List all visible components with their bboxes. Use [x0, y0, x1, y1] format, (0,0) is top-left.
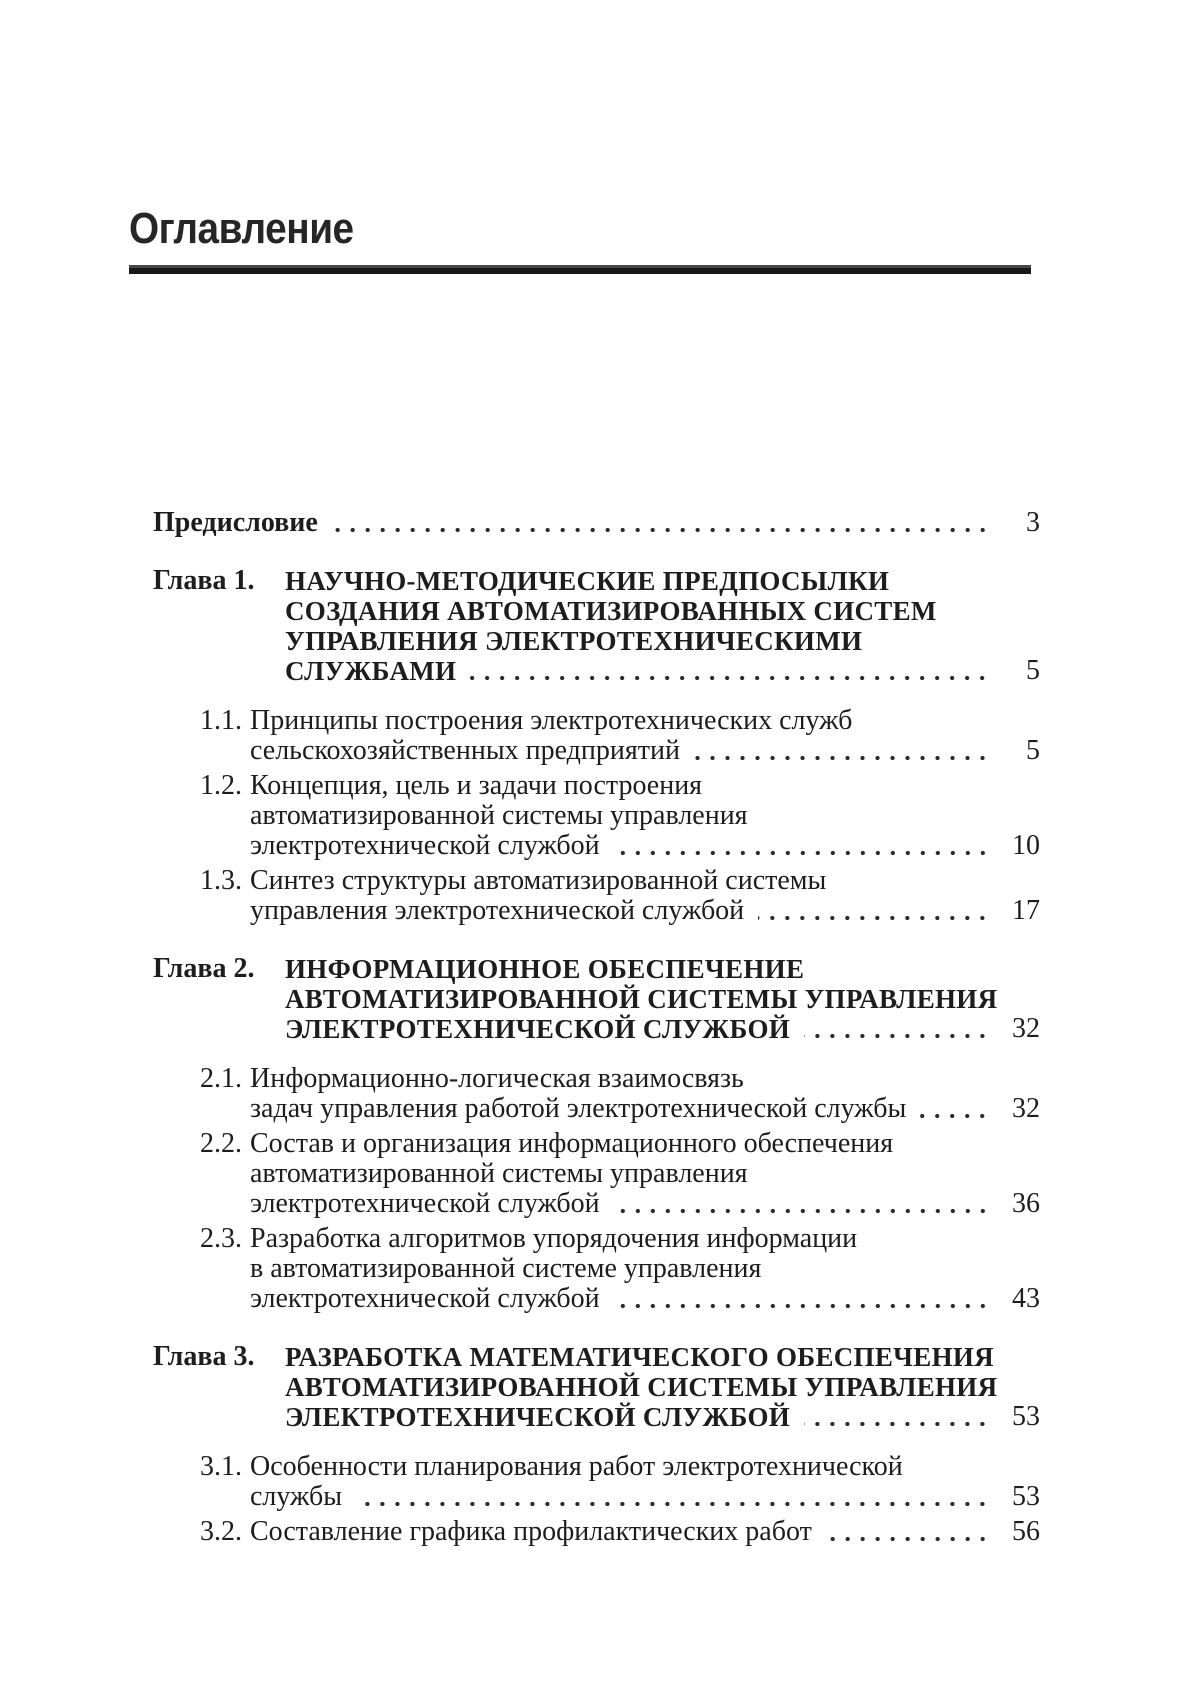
- dot-leader: [826, 1517, 990, 1547]
- toc-entry-preface: [153, 508, 1040, 538]
- toc-entry-line: автоматизированной системы управления: [250, 800, 748, 831]
- toc-entry-body: [285, 954, 1040, 1044]
- toc-entry-label: 2.2.: [200, 1128, 242, 1159]
- toc-entry-section-2-3: [153, 1224, 1040, 1314]
- toc-entry-body: [250, 1129, 1040, 1219]
- toc-entry-line: ИНФОРМАЦИОННОЕ ОБЕСПЕЧЕНИЕ: [285, 954, 805, 984]
- title-divider-rule: [129, 265, 1031, 274]
- page-number: 3: [1026, 507, 1040, 538]
- toc-entry-section-2-1: [153, 1064, 1040, 1124]
- page-title: Оглавление: [129, 204, 354, 253]
- toc-entry-body: [250, 706, 1040, 766]
- toc-entry-body: [250, 1064, 1040, 1124]
- toc-entry-line: НАУЧНО-МЕТОДИЧЕСКИЕ ПРЕДПОСЫЛКИ: [285, 566, 890, 596]
- toc-entry-section-2-2: [153, 1129, 1040, 1219]
- toc-entry-line: АВТОМАТИЗИРОВАННОЙ СИСТЕМЫ УПРАВЛЕНИЯ: [285, 984, 998, 1014]
- toc-entry-label: 3.2.: [200, 1516, 242, 1547]
- toc-entry-line: Состав и организация информационного обеспечения: [250, 1128, 894, 1159]
- dot-leader: [758, 896, 990, 926]
- page-number: 32: [1012, 1093, 1040, 1124]
- toc-entry-section-1-2: [153, 771, 1040, 861]
- dot-leader: [804, 1014, 990, 1044]
- toc-entry-body: [250, 771, 1040, 861]
- toc-entry-body: [285, 1342, 1040, 1432]
- page-number: 43: [1012, 1283, 1040, 1314]
- page-number: 17: [1012, 895, 1040, 926]
- toc-entry-body: [285, 566, 1040, 686]
- table-of-contents: [153, 508, 1040, 1547]
- toc-entry-line: СЛУЖБАМИ 5: [285, 655, 1040, 686]
- toc-entry-line: сельскохозяйственных предприятий 5: [250, 735, 1040, 766]
- toc-entry-line: электротехнической службой 10: [250, 830, 1040, 861]
- toc-entry-line: Концепция, цель и задачи построения: [250, 770, 703, 801]
- toc-entry-line: в автоматизированной системе управления: [250, 1253, 762, 1284]
- page-number: 5: [1026, 735, 1040, 766]
- toc-entry-body: [250, 866, 1040, 926]
- toc-entry-section-3-1: [153, 1452, 1040, 1512]
- toc-entry-label: 2.1.: [200, 1063, 242, 1094]
- page-number: 56: [1012, 1516, 1040, 1547]
- toc-entry-label: Глава 1.: [153, 565, 255, 596]
- toc-entry-line: Особенности планирования работ электротехнической: [250, 1451, 903, 1482]
- page-number: 53: [1012, 1401, 1040, 1432]
- toc-entry-body: [250, 1517, 1040, 1547]
- toc-entry-label: Предисловие: [153, 507, 318, 538]
- toc-entry-label: 1.3.: [200, 865, 242, 896]
- toc-entry-line: ЭЛЕКТРОТЕХНИЧЕСКОЙ СЛУЖБОЙ 53: [285, 1401, 1040, 1432]
- toc-entry-line: Синтез структуры автоматизированной системы: [250, 865, 827, 896]
- dot-leader: [470, 656, 990, 686]
- page-number: 32: [1012, 1013, 1040, 1044]
- dot-leader: [356, 1482, 990, 1512]
- toc-entry-line: автоматизированной системы управления: [250, 1158, 748, 1189]
- toc-entry-body: [250, 1224, 1040, 1314]
- toc-entry-line: УПРАВЛЕНИЯ ЭЛЕКТРОТЕХНИЧЕСКИМИ: [285, 626, 863, 656]
- toc-entry-line: СОЗДАНИЯ АВТОМАТИЗИРОВАННЫХ СИСТЕМ: [285, 596, 937, 626]
- toc-entry-section-1-1: [153, 706, 1040, 766]
- toc-entry-label: 1.2.: [200, 770, 242, 801]
- toc-entry-line: Принципы построения электротехнических служб: [250, 705, 853, 736]
- toc-entry-chapter-1: [153, 566, 1040, 686]
- toc-entry-chapter-3: [153, 1342, 1040, 1432]
- toc-entry-line: АВТОМАТИЗИРОВАННОЙ СИСТЕМЫ УПРАВЛЕНИЯ: [285, 1372, 998, 1402]
- toc-entry-label: 3.1.: [200, 1451, 242, 1482]
- toc-entry-line: электротехнической службой 36: [250, 1188, 1040, 1219]
- page-number: 53: [1012, 1481, 1040, 1512]
- toc-entry-label: Глава 3.: [153, 1341, 255, 1372]
- toc-entry-section-3-2: [153, 1517, 1040, 1547]
- dot-leader: [614, 1189, 990, 1219]
- dot-leader: [804, 1402, 990, 1432]
- toc-entry-label: Глава 2.: [153, 953, 255, 984]
- dot-leader: [614, 831, 990, 861]
- dot-leader: [694, 736, 990, 766]
- toc-entry-line: службы 53: [250, 1481, 1040, 1512]
- dot-leader: [920, 1094, 990, 1124]
- toc-entry-line: электротехнической службой 43: [250, 1283, 1040, 1314]
- page-number: 10: [1012, 830, 1040, 861]
- toc-entry-line: Информационно-логическая взаимосвязь: [250, 1063, 744, 1094]
- toc-entry-line: Составление графика профилактических работ 56: [250, 1516, 1040, 1547]
- toc-entry-line: ЭЛЕКТРОТЕХНИЧЕСКОЙ СЛУЖБОЙ 32: [285, 1013, 1040, 1044]
- toc-entry-chapter-2: [153, 954, 1040, 1044]
- toc-entry-section-1-3: [153, 866, 1040, 926]
- page-number: 36: [1012, 1188, 1040, 1219]
- page-number: 5: [1026, 655, 1040, 686]
- toc-entry-line: Разработка алгоритмов упорядочения информации: [250, 1223, 858, 1254]
- dot-leader: [332, 508, 990, 538]
- toc-entry-label: 1.1.: [200, 705, 242, 736]
- toc-entry-body: [250, 1452, 1040, 1512]
- page-header: [129, 206, 1031, 274]
- dot-leader: [614, 1284, 990, 1314]
- toc-entry-label: 2.3.: [200, 1223, 242, 1254]
- toc-entry-line: управления электротехнической службой 17: [250, 895, 1040, 926]
- toc-entry-line: РАЗРАБОТКА МАТЕМАТИЧЕСКОГО ОБЕСПЕЧЕНИЯ: [285, 1342, 994, 1372]
- toc-entry-line: задач управления работой электротехнической службы 32: [250, 1093, 1040, 1124]
